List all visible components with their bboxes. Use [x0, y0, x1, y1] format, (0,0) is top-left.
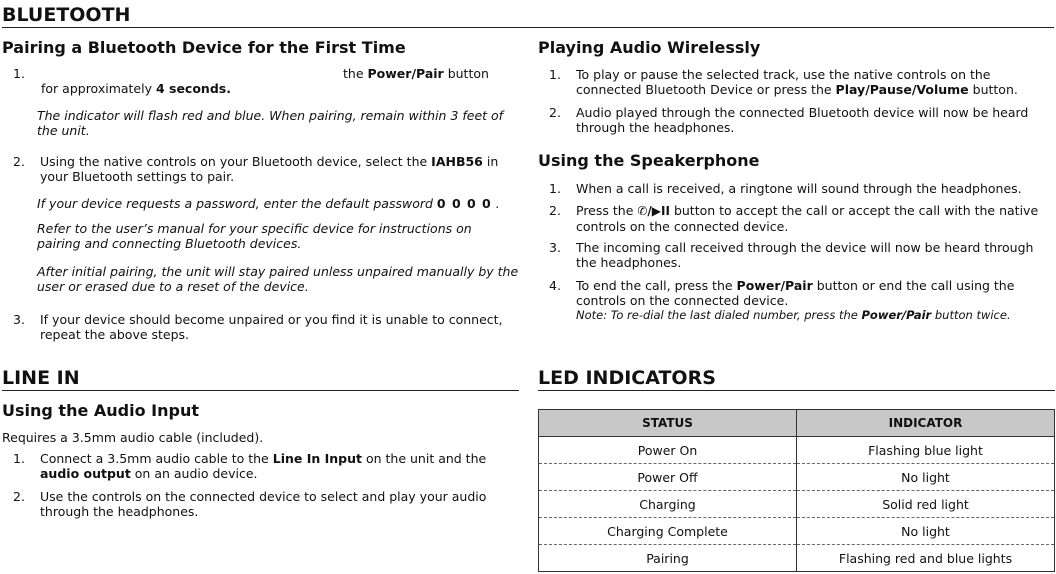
step-text: Use the controls on the connected device to select and play your audio through the headphones.	[40, 489, 487, 519]
step-number: 4.	[549, 278, 561, 293]
power-pair-label: Power/Pair	[861, 308, 932, 322]
default-password: 0 0 0 0	[436, 196, 492, 211]
speaker-step-2	[549, 203, 1055, 234]
step-text: When a call is received, a ringtone will sound through the headphones.	[576, 181, 1022, 196]
speaker-step-4	[549, 278, 1055, 323]
table-row	[539, 464, 1055, 491]
model-label: IAHB56	[431, 154, 483, 169]
step-text: button or end the call using the controls on the connected device.	[576, 278, 1015, 308]
play-pause-label: Play/Pause/Volume	[835, 82, 969, 97]
step-number: 2.	[13, 489, 25, 504]
step-number: 3.	[13, 312, 25, 327]
pairing-step-3	[13, 312, 513, 342]
step-text: If your device should become unpaired or you find it is unable to connect, repeat the above steps.	[40, 312, 503, 342]
step-number: 1.	[13, 66, 25, 81]
step-number: 1.	[13, 451, 25, 466]
speaker-step-1	[549, 181, 1055, 196]
bluetooth-title-text: BLUETOOTH	[2, 4, 131, 26]
audio-input-heading: Using the Audio Input	[2, 401, 199, 420]
step-text: Connect a 3.5mm audio cable to the	[40, 451, 273, 466]
table-row	[539, 518, 1055, 545]
step-number: 2.	[549, 105, 561, 120]
status-cell: Power On	[539, 437, 797, 464]
step-text: on the unit and the	[362, 451, 487, 466]
audio-output-label: audio output	[40, 466, 131, 481]
line-in-step-2	[13, 489, 513, 519]
step-number: 2.	[13, 154, 25, 169]
pairing-note-indicator: The indicator will flash red and blue. When pairing, remain within 3 feet of the unit.	[37, 108, 504, 138]
section-title-led	[538, 367, 1055, 391]
speaker-step-3	[549, 240, 1055, 270]
power-pair-label: Power/Pair	[736, 278, 813, 293]
playing-step-1	[549, 67, 1055, 97]
section-title-line-in	[2, 367, 519, 391]
status-cell: Charging	[539, 491, 797, 518]
power-pair-label: Power/Pair	[367, 66, 444, 81]
indicator-cell: No light	[797, 518, 1055, 545]
line-in-requirement: Requires a 3.5mm audio cable (included).	[2, 430, 264, 445]
step-text: button	[443, 66, 489, 81]
note-text: If your device requests a password, enter the default password	[37, 196, 437, 211]
step-text: The incoming call received through the device will now be heard through the headphones.	[576, 240, 1034, 270]
pairing-note-manual: Refer to the user’s manual for your specific device for instructions on pairing and connecting Bluetooth devices.	[37, 221, 472, 251]
step-text: To end the call, press the	[576, 278, 737, 293]
led-title-text: LED INDICATORS	[538, 367, 716, 389]
table-row	[539, 491, 1055, 518]
indicator-cell: Flashing red and blue lights	[797, 545, 1055, 572]
note-text: .	[491, 196, 500, 211]
step-text: button.	[968, 82, 1018, 97]
table-row	[539, 545, 1055, 572]
step-text: button to accept the call or accept the call with the native controls on the connected device.	[576, 203, 1039, 234]
step-text: the	[343, 66, 368, 81]
step-text: on an audio device.	[130, 466, 258, 481]
step-text: Press the	[576, 203, 638, 218]
step-number: 3.	[549, 240, 561, 255]
step-number: 1.	[549, 67, 561, 82]
note-text: Note: To re-dial the last dialed number, press the	[576, 308, 862, 322]
table-header-row	[539, 410, 1055, 437]
status-column-header: STATUS	[539, 410, 797, 437]
call-play-icon: ✆/▶II	[637, 204, 670, 218]
pairing-note-persist: After initial pairing, the unit will stay paired unless unpaired manually by the user or erased due to a reset of the device.	[37, 264, 519, 294]
step-number: 2.	[549, 203, 561, 218]
step-text: To play or pause the selected track, use the native controls on the connected Bluetooth Device or press the	[576, 67, 991, 97]
pairing-note-password	[37, 196, 517, 211]
status-cell: Power Off	[539, 464, 797, 491]
pairing-heading: Pairing a Bluetooth Device for the First Time	[2, 38, 406, 57]
indicator-cell: Solid red light	[797, 491, 1055, 518]
step-text: for approximately	[41, 81, 156, 96]
indicator-column-header: INDICATOR	[797, 410, 1055, 437]
section-title-bluetooth	[2, 4, 1054, 28]
note-text: button twice.	[931, 308, 1011, 322]
led-indicator-table	[538, 409, 1055, 572]
redial-note	[549, 308, 1055, 323]
pairing-step-2	[13, 154, 513, 184]
pairing-step-1	[13, 66, 503, 96]
playing-heading: Playing Audio Wirelessly	[538, 38, 761, 57]
line-in-title-text: LINE IN	[2, 367, 80, 389]
step-text: in your Bluetooth settings to pair.	[40, 154, 499, 184]
status-cell: Pairing	[539, 545, 797, 572]
duration-label: 4 seconds.	[155, 81, 231, 96]
line-in-input-label: Line In Input	[272, 451, 362, 466]
indicator-cell: Flashing blue light	[797, 437, 1055, 464]
line-in-step-1	[13, 451, 513, 481]
status-cell: Charging Complete	[539, 518, 797, 545]
step-number: 1.	[549, 181, 561, 196]
step-text: Audio played through the connected Bluetooth device will now be heard through the headphones.	[576, 105, 1029, 135]
speakerphone-heading: Using the Speakerphone	[538, 151, 760, 170]
table-row	[539, 437, 1055, 464]
indicator-cell: No light	[797, 464, 1055, 491]
playing-step-2	[549, 105, 1055, 135]
step-text: Using the native controls on your Bluetooth device, select the	[40, 154, 432, 169]
